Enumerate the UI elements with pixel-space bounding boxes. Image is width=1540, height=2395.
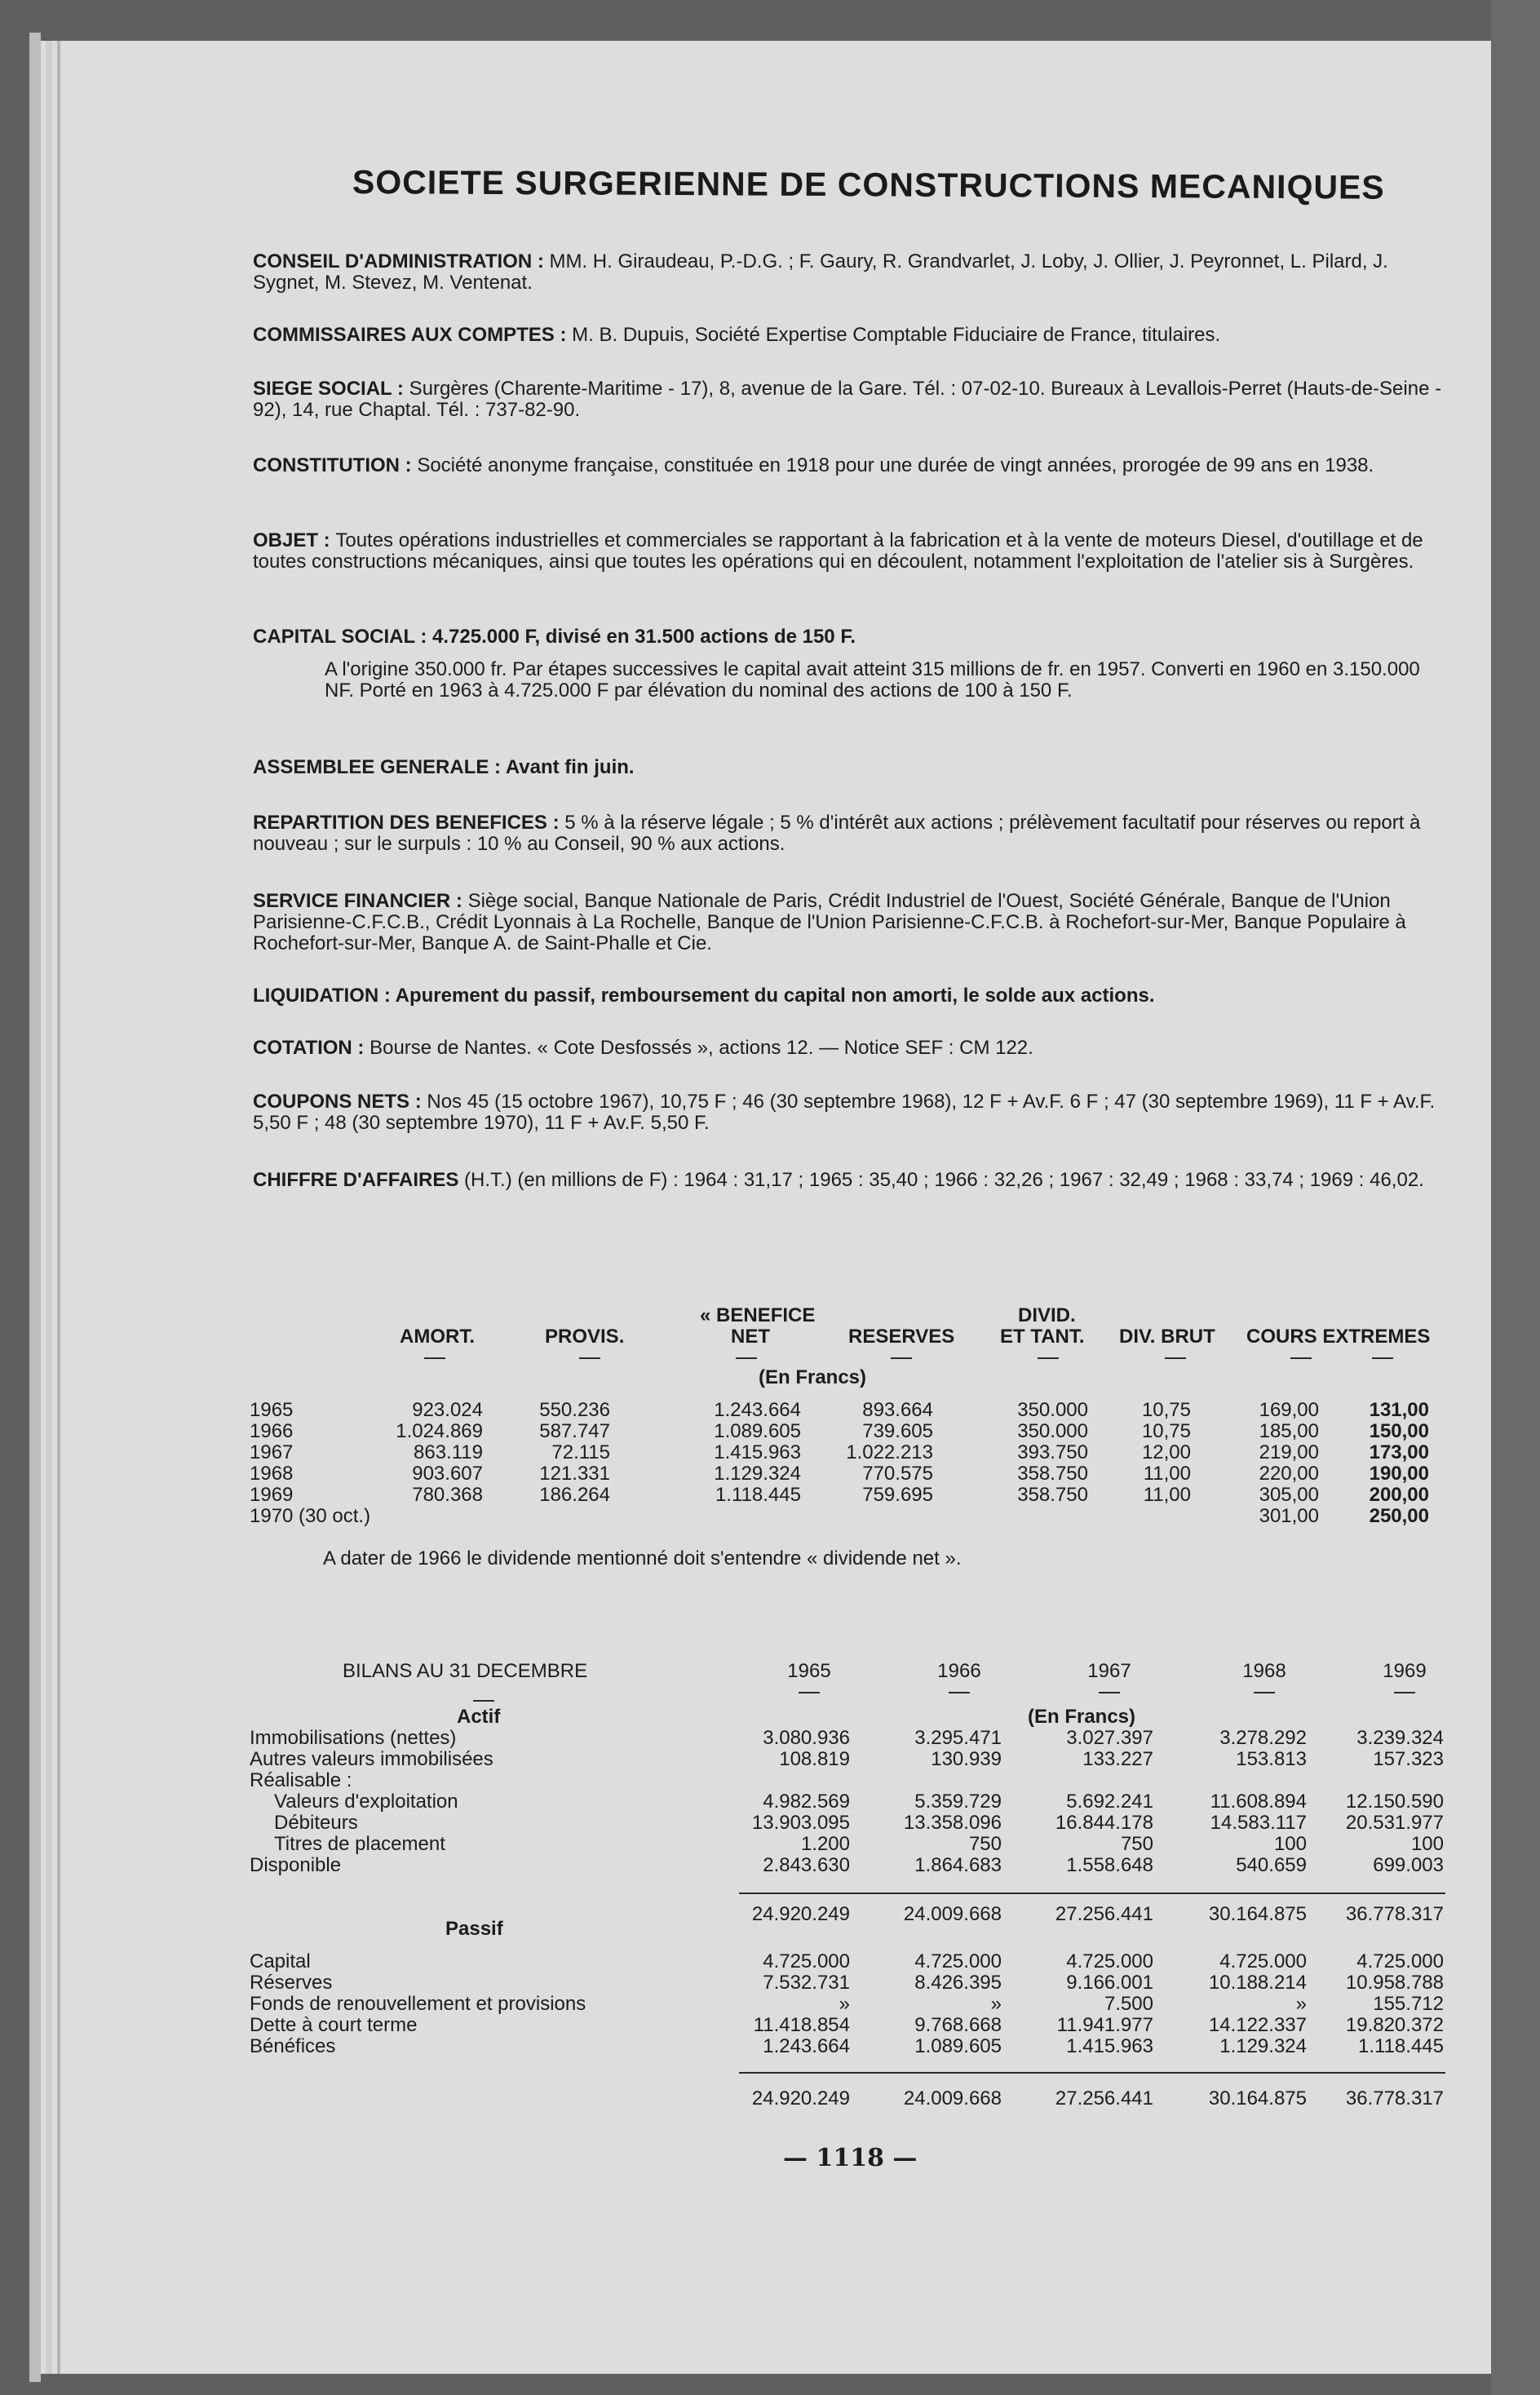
table-cell: 220,00 [1259, 1463, 1319, 1485]
section-label: SIEGE SOCIAL : [253, 378, 409, 400]
table-cell: 190,00 [1369, 1463, 1429, 1485]
table-cell: 155.712 [1373, 1993, 1444, 2015]
passif-label: Passif [445, 1918, 503, 1940]
unit-label: (En Francs) [1028, 1706, 1136, 1728]
table-cell: 20.531.977 [1345, 1812, 1444, 1834]
total-cell: 24.920.249 [751, 2087, 850, 2109]
row-label: Disponible [250, 1855, 342, 1876]
table-cell: 11.418.854 [753, 2014, 850, 2036]
table-cell: 10.958.788 [1345, 1972, 1444, 1994]
section-10 [253, 985, 1452, 1007]
table-cell: 16.844.178 [1055, 1812, 1153, 1834]
table-cell: 350.000 [1017, 1399, 1088, 1421]
section-12 [253, 1091, 1452, 1134]
header-cell: ET TANT. [1000, 1326, 1085, 1348]
row-label: Réserves [250, 1972, 333, 1994]
table-cell: 1.243.664 [714, 1399, 801, 1421]
rule [1038, 1357, 1059, 1359]
table-cell: 1.243.664 [763, 2035, 850, 2057]
page-edge [57, 41, 60, 2374]
table-cell: 173,00 [1369, 1441, 1429, 1463]
table-cell: 12,00 [1141, 1441, 1191, 1463]
table-cell: 3.239.324 [1356, 1727, 1444, 1749]
table-cell: 1.415.963 [1066, 2035, 1153, 2057]
table-cell: 100 [1273, 1833, 1307, 1855]
table-cell: 2.843.630 [763, 1854, 850, 1876]
total-cell: 24.009.668 [903, 2087, 1002, 2109]
row-label: Dette à court terme [250, 2015, 418, 2036]
rule [891, 1357, 912, 1359]
row-year: 1967 [250, 1441, 294, 1463]
header-cell: RESERVES [848, 1326, 955, 1348]
rule [473, 1700, 494, 1702]
rule [1254, 1692, 1275, 1693]
table-cell: 11.941.977 [1056, 2014, 1153, 2036]
section-text: Société anonyme française, constituée en 1918 pour une durée de vingt années, prorogée de 99 ans en 1938. [417, 454, 1374, 476]
header-cell: DIVID. [1018, 1304, 1076, 1326]
header-cell: « BENEFICE [700, 1304, 816, 1326]
section-5 [253, 626, 1452, 648]
total-cell: 27.256.441 [1055, 1903, 1153, 1925]
section-label: COTATION : [253, 1037, 370, 1059]
section-text: Avant fin juin. [505, 756, 635, 778]
table-cell: 13.358.096 [903, 1812, 1002, 1834]
table-cell: 750 [968, 1833, 1002, 1855]
section-6 [253, 659, 1452, 702]
table-cell: 4.982.569 [763, 1791, 850, 1813]
table-cell: 10.188.214 [1208, 1972, 1307, 1994]
section-label: COMMISSAIRES AUX COMPTES : [253, 324, 573, 346]
table-cell: 150,00 [1369, 1420, 1429, 1442]
table-cell: 19.820.372 [1345, 2014, 1444, 2036]
row-year: 1970 (30 oct.) [250, 1505, 371, 1527]
section-9 [253, 891, 1452, 954]
year-header: 1969 [1383, 1660, 1427, 1682]
table-cell: 540.659 [1236, 1854, 1307, 1876]
table-cell: 1.200 [800, 1833, 850, 1855]
total-cell: 27.256.441 [1055, 2087, 1153, 2109]
section-text: Apurement du passif, remboursement du capital non amorti, le solde aux actions. [395, 985, 1155, 1007]
table-cell: 550.236 [539, 1399, 610, 1421]
table-cell: 108.819 [779, 1748, 850, 1770]
table-cell: 186.264 [539, 1484, 610, 1506]
total-cell: 30.164.875 [1208, 2087, 1307, 2109]
table-cell: 157.323 [1373, 1748, 1444, 1770]
dividend-note: A dater de 1966 le dividende mentionné doit s'entendre « dividende net ». [323, 1547, 962, 1569]
table-cell: 3.027.397 [1066, 1727, 1153, 1749]
row-label: Débiteurs [274, 1813, 358, 1834]
rule [949, 1692, 970, 1693]
table-cell: 750 [1120, 1833, 1153, 1855]
page-edge [46, 41, 52, 2374]
row-label: Titres de placement [274, 1834, 445, 1855]
section-label: OBJET : [253, 529, 336, 551]
section-label: CONSTITUTION : [253, 454, 418, 476]
table-cell: 3.080.936 [763, 1727, 850, 1749]
section-3 [253, 455, 1452, 476]
section-text: Bourse de Nantes. « Cote Desfossés », actions 12. — Notice SEF : CM 122. [370, 1037, 1033, 1059]
table-cell: 358.750 [1017, 1484, 1088, 1506]
table-cell: 4.725.000 [763, 1950, 850, 1972]
header-cell: PROVIS. [545, 1326, 625, 1348]
section-label: ASSEMBLEE GENERALE : [253, 756, 506, 778]
section-text: Nos 45 (15 octobre 1967), 10,75 F ; 46 (30 septembre 1968), 12 F + Av.F. 6 F ; 47 (30 septembre 1969), 11 F + Av.F. 5,50 F ; 48 (30 septembre 1970), 11 F + Av.F. 5,50 F. [253, 1091, 1436, 1134]
table-cell: 1.558.648 [1066, 1854, 1153, 1876]
table-cell: 131,00 [1369, 1399, 1429, 1421]
section-label: CONSEIL D'ADMINISTRATION : [253, 250, 550, 272]
table-cell: 8.426.395 [914, 1972, 1002, 1994]
header-cell: COURS EXTREMES [1246, 1326, 1431, 1348]
row-label: Réalisable : [250, 1770, 352, 1791]
section-7 [253, 757, 1452, 778]
page-number: — 1118 — [783, 2144, 918, 2172]
table-cell: 14.122.337 [1208, 2014, 1307, 2036]
section-13 [253, 1170, 1452, 1191]
table-cell: 587.747 [539, 1420, 610, 1442]
table-cell: 1.129.324 [1219, 2035, 1307, 2057]
table-cell: 1.118.445 [1358, 2035, 1444, 2057]
table-cell: 100 [1410, 1833, 1444, 1855]
section-text: Siège social, Banque Nationale de Paris, Crédit Industriel de l'Ouest, Société Générale, Banque de l'Union Parisienne-C.F.C.B., Crédit Lyonnais à La Rochelle, Banque de l'Union Parisienne-C.F.C.B. à Rochefort-sur-Mer, Banque Populaire à Rochefort-sur-Mer, Banque A. de Saint-Phalle et Cie. [253, 890, 1406, 954]
section-text: M. B. Dupuis, Société Expertise Comptable Fiduciaire de France, titulaires. [572, 324, 1221, 346]
table-cell: » [990, 1993, 1002, 2015]
table-cell: 5.692.241 [1066, 1791, 1153, 1813]
table-cell: 185,00 [1259, 1420, 1319, 1442]
table-cell: 11.608.894 [1210, 1791, 1307, 1813]
total-cell: 24.920.249 [751, 1903, 850, 1925]
total-rule [739, 2072, 1445, 2074]
row-label: Immobilisations (nettes) [250, 1728, 457, 1749]
section-1 [253, 325, 1452, 346]
table-cell: 1.089.605 [714, 1420, 801, 1442]
unit-label: (En Francs) [759, 1366, 867, 1388]
table-cell: 350.000 [1017, 1420, 1088, 1442]
rule [1394, 1692, 1415, 1693]
table-cell: 200,00 [1369, 1484, 1429, 1506]
year-header: 1967 [1087, 1660, 1131, 1682]
section-8 [253, 812, 1452, 855]
total-cell: 30.164.875 [1208, 1903, 1307, 1925]
section-label: REPARTITION DES BENEFICES : [253, 812, 565, 834]
row-label: Fonds de renouvellement et provisions [250, 1994, 586, 2015]
table-cell: » [1295, 1993, 1307, 2015]
table-cell: 4.725.000 [914, 1950, 1002, 1972]
section-label: COUPONS NETS : [253, 1091, 427, 1113]
table-cell: 11,00 [1143, 1463, 1191, 1485]
row-year: 1968 [250, 1463, 294, 1485]
rule [799, 1692, 820, 1693]
table-cell: 72.115 [551, 1441, 610, 1463]
book-gutter [1491, 0, 1540, 2395]
table-cell: 759.695 [862, 1484, 933, 1506]
year-header: 1968 [1242, 1660, 1286, 1682]
section-2 [253, 379, 1452, 421]
rule [1165, 1357, 1186, 1359]
total-cell: 36.778.317 [1345, 1903, 1444, 1925]
page-edge [29, 33, 41, 2382]
table-cell: » [839, 1993, 850, 2015]
row-label: Capital [250, 1951, 311, 1972]
table-cell: 10,75 [1141, 1399, 1191, 1421]
table-cell: 5.359.729 [914, 1791, 1002, 1813]
section-label: CAPITAL SOCIAL : [253, 626, 433, 648]
section-text: Toutes opérations industrielles et commerciales se rapportant à la fabrication et à la vente de moteurs Diesel, d'outillage et de toutes constructions mécaniques, ainsi que toutes les opérations qui en découlent, notamment l'exploitation de l'atelier sis à Surgères. [253, 529, 1423, 573]
table-cell: 739.605 [862, 1420, 933, 1442]
table-cell: 1.118.445 [715, 1484, 801, 1506]
table-cell: 305,00 [1259, 1484, 1319, 1506]
table-cell: 4.725.000 [1219, 1950, 1307, 1972]
table-cell: 393.750 [1017, 1441, 1088, 1463]
row-year: 1965 [250, 1399, 294, 1421]
row-label: Valeurs d'exploitation [274, 1791, 458, 1813]
table-cell: 133.227 [1082, 1748, 1153, 1770]
table-cell: 9.768.668 [914, 2014, 1002, 2036]
table-cell: 893.664 [862, 1399, 933, 1421]
table-cell: 9.166.001 [1066, 1972, 1153, 1994]
table-cell: 153.813 [1236, 1748, 1307, 1770]
table-cell: 1.089.605 [914, 2035, 1002, 2057]
section-text: (H.T.) (en millions de F) : 1964 : 31,17 ; 1965 : 35,40 ; 1966 : 32,26 ; 1967 : 32,49 ; 1968 : 33,74 ; 1969 : 46,02. [464, 1169, 1424, 1191]
header-cell: NET [731, 1326, 770, 1348]
section-text: 4.725.000 F, divisé en 31.500 actions de 150 F. [432, 626, 856, 648]
section-text: Surgères (Charente-Maritime - 17), 8, avenue de la Gare. Tél. : 07-02-10. Bureaux à Levallois-Perret (Hauts-de-Seine - 92), 14, rue Chaptal. Tél. : 737-82-90. [253, 378, 1442, 421]
table-cell: 7.500 [1104, 1993, 1153, 2015]
table-cell: 863.119 [414, 1441, 483, 1463]
row-year: 1966 [250, 1420, 294, 1442]
table-cell: 301,00 [1259, 1505, 1319, 1527]
table-cell: 121.331 [539, 1463, 610, 1485]
year-header: 1965 [787, 1660, 831, 1682]
section-0 [253, 251, 1452, 294]
row-label: Autres valeurs immobilisées [250, 1749, 493, 1770]
section-label: CHIFFRE D'AFFAIRES [253, 1169, 465, 1191]
row-year: 1969 [250, 1484, 294, 1506]
total-cell: 36.778.317 [1345, 2087, 1444, 2109]
table-cell: 1.022.213 [846, 1441, 933, 1463]
total-rule [739, 1893, 1445, 1894]
table-cell: 13.903.095 [751, 1812, 850, 1834]
table-cell: 130.939 [931, 1748, 1002, 1770]
total-cell: 24.009.668 [903, 1903, 1002, 1925]
row-label: Bénéfices [250, 2036, 336, 2057]
actif-label: Actif [457, 1706, 501, 1728]
table-cell: 4.725.000 [1066, 1950, 1153, 1972]
rule [736, 1357, 757, 1359]
section-text: A l'origine 350.000 fr. Par étapes successives le capital avait atteint 315 millions de fr. en 1957. Converti en 1960 en 3.150.000 NF. Porté en 1963 à 4.725.000 F par élévation du nominal des actions de 100 à 150 F. [325, 658, 1420, 702]
section-4 [253, 530, 1452, 573]
table-cell: 1.415.963 [714, 1441, 801, 1463]
table-cell: 1.864.683 [914, 1854, 1002, 1876]
table-cell: 923.024 [412, 1399, 483, 1421]
table-cell: 358.750 [1017, 1463, 1088, 1485]
table-cell: 3.278.292 [1219, 1727, 1307, 1749]
table-cell: 10,75 [1141, 1420, 1191, 1442]
table-cell: 7.532.731 [763, 1972, 850, 1994]
table-cell: 1.129.324 [714, 1463, 801, 1485]
table-cell: 3.295.471 [914, 1727, 1002, 1749]
table-cell: 4.725.000 [1356, 1950, 1444, 1972]
table-cell: 12.150.590 [1345, 1791, 1444, 1813]
section-label: LIQUIDATION : [253, 985, 396, 1007]
section-11 [253, 1038, 1452, 1059]
page-title: SOCIETE SURGERIENNE DE CONSTRUCTIONS MECANIQUES [352, 163, 1385, 206]
table-cell: 219,00 [1259, 1441, 1319, 1463]
table-cell: 250,00 [1369, 1505, 1429, 1527]
table-cell: 14.583.117 [1210, 1812, 1307, 1834]
table-cell: 903.607 [412, 1463, 483, 1485]
rule [579, 1357, 600, 1359]
balance-title: BILANS AU 31 DECEMBRE [343, 1660, 588, 1682]
table-cell: 11,00 [1143, 1484, 1191, 1506]
section-text: 5 % à la réserve légale ; 5 % d'intérêt aux actions ; prélèvement facultatif pour réserves ou report à nouveau ; sur le surpuls : 10 % au Conseil, 90 % aux actions. [253, 812, 1421, 855]
section-label: SERVICE FINANCIER : [253, 890, 468, 912]
rule [1372, 1357, 1393, 1359]
header-cell: AMORT. [400, 1326, 475, 1348]
rule [1099, 1692, 1120, 1693]
table-cell: 169,00 [1259, 1399, 1319, 1421]
header-cell: DIV. BRUT [1119, 1326, 1215, 1348]
table-cell: 1.024.869 [396, 1420, 483, 1442]
table-cell: 780.368 [412, 1484, 483, 1506]
section-text: MM. H. Giraudeau, P.-D.G. ; F. Gaury, R. Grandvarlet, J. Loby, J. Ollier, J. Peyronnet, L. Pilard, J. Sygnet, M. Stevez, M. Ventenat. [253, 250, 1388, 294]
table-cell: 699.003 [1373, 1854, 1444, 1876]
table-cell: 770.575 [862, 1463, 933, 1485]
rule [1290, 1357, 1312, 1359]
year-header: 1966 [937, 1660, 981, 1682]
rule [424, 1357, 445, 1359]
